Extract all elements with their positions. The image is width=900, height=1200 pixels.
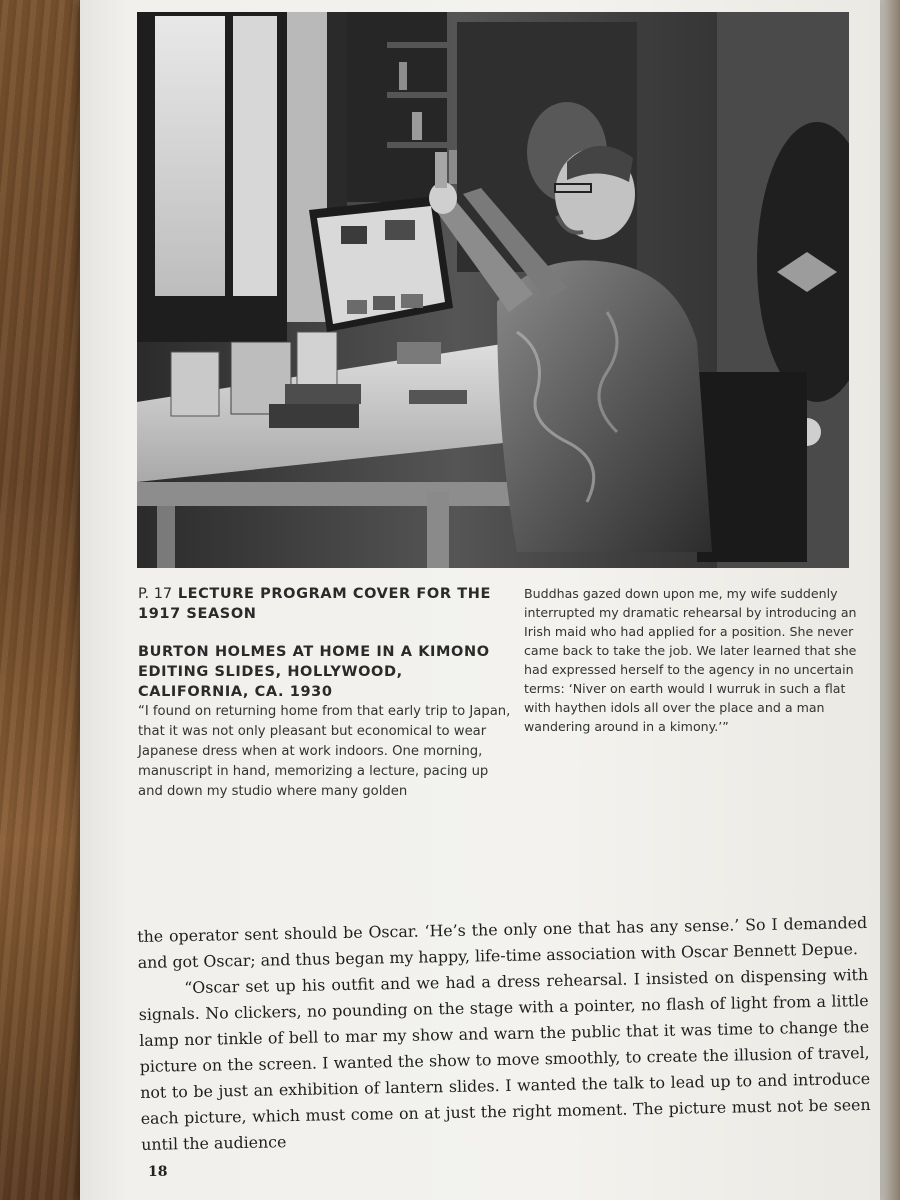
- caption-program-cover-title: LECTURE PROGRAM COVER FOR THE 1917 SEASON: [138, 586, 491, 622]
- caption-heading-program-cover: [138, 584, 516, 624]
- page-number: 18: [148, 1164, 168, 1180]
- caption-heading-photo: BURTON HOLMES AT HOME IN A KIMONO EDITING SLIDES, HOLLYWOOD, CALIFORNIA, CA. 1930: [138, 644, 490, 700]
- photograph-man-in-kimono-editing-slides: [137, 12, 849, 568]
- body-paragraph-1: the operator sent should be Oscar. ‘He’s the only one that has any sense.’ So I demanded and got Oscar; and thus began my happy, life-time association with Oscar Bennett Depue.: [137, 912, 868, 972]
- main-body-text: [137, 910, 871, 1158]
- caption-left-column: [138, 584, 516, 802]
- caption-quote-part-2: Buddhas gazed down upon me, my wife suddenly interrupted my dramatic rehearsal by introducing an Irish maid who had applied for a position. She never came back to take the job. We later learned that she had expressed herself to the agency in no uncertain terms: ‘Niver on earth would I wurruk in such a flat with haythen idols all over the place and a man wandering around in a kimony.’”: [524, 586, 857, 734]
- book-page: [80, 0, 880, 1200]
- caption-right-column: [524, 584, 864, 736]
- wood-table-background: [0, 0, 90, 1200]
- caption-page-reference: P. 17: [138, 586, 173, 602]
- body-paragraph-2: “Oscar set up his outfit and we had a dress rehearsal. I insisted on dispensing with signals. No clickers, no pounding on the stage with a pointer, no flash of light from a little lamp nor tinkle of bell to mar my show and warn the public that it was time to change the picture on the screen. I wanted the show to move smoothly, to create the illusion of travel, not to be just an exhibition of lantern slides. I wanted the talk to lead up to and introduce each picture, which must come on at just the right moment. The picture must not be seen until the audience: [138, 964, 871, 1154]
- caption-quote-part-1: “I found on returning home from that early trip to Japan, that it was not only pleasant but economical to wear Japanese dress when at work indoors. One morning, manuscript in hand, memorizing a lecture, pacing up and down my studio where many golden: [138, 704, 511, 799]
